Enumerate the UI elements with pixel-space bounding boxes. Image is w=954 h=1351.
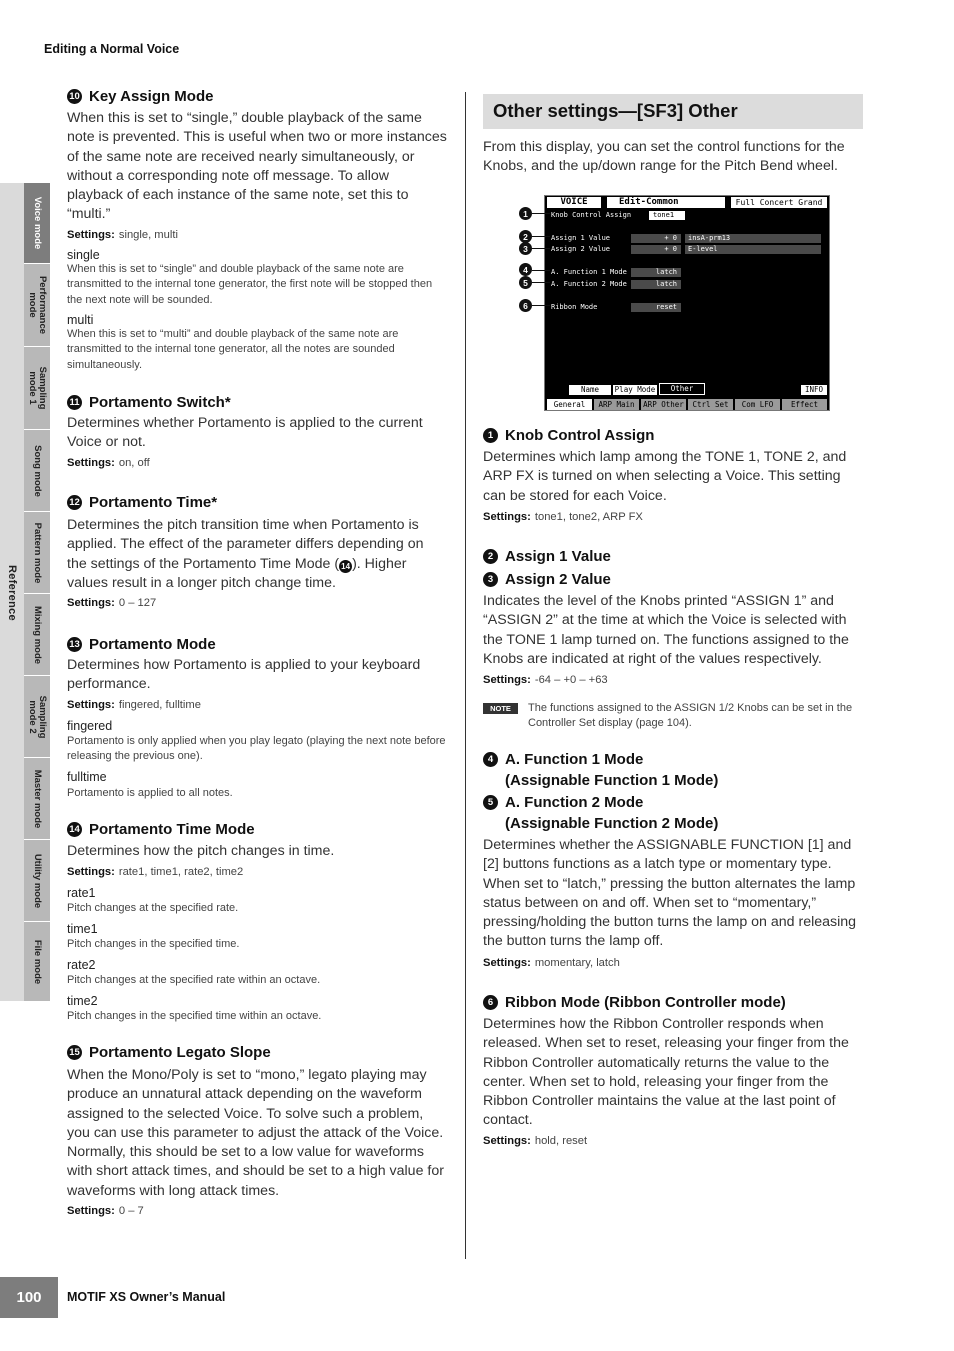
tab-song-mode[interactable] [24,430,50,512]
key-assign-heading [67,88,213,105]
portamento-legato-body: When the Mono/Poly is set to “mono,” legato playing may produce an unnatural attack depending on the waveform assigned to the selected Voice. To solve such a problem, you can use this parameter to adjust the attack of the Voice. Normally, this should be set to a low value for waveforms with short attack times, and should be set to a high value for waveforms with long attack times. [67,1067,444,1199]
tab-sampling-mode-2[interactable] [24,676,50,758]
tab-utility-mode[interactable] [24,840,50,922]
settings-value: on, off [118,457,150,469]
heading-text: Portamento Time Mode [89,821,255,838]
callout-line [532,248,550,249]
afunc2-heading-sub [505,815,718,832]
portamento-legato-settings [67,1205,144,1217]
option-rate2: rate2 [67,958,96,972]
settings-label: Settings: [483,511,531,523]
knob-control-settings [483,511,643,523]
settings-label: Settings: [483,957,531,969]
afunc2-heading [483,794,643,811]
lcd-row-label: Assign 1 Value [551,234,611,242]
number-badge: 1 [483,428,498,443]
heading-text: Key Assign Mode [89,88,214,105]
body-text: ). Higher values result in a longer pitch change time. [67,555,407,591]
lcd-row-label: A. Function 1 Mode [551,268,627,276]
settings-label: Settings: [67,699,115,711]
key-assign-settings [67,229,178,241]
portamento-time-heading [67,494,217,511]
lcd-mode: VOICE [547,197,601,208]
lcd-voice-name: Full Concert Grand [731,197,827,208]
tab-mixing-mode[interactable] [24,594,50,676]
option-fingered: fingered [67,719,113,733]
lcd-row-label: A. Function 2 Mode [551,280,627,288]
portamento-time-body [67,516,447,593]
portamento-legato-heading [67,1044,271,1061]
option-time2-desc: Pitch changes in the specified time within an octave. [67,1010,322,1022]
portamento-switch-settings [67,457,150,469]
lcd-tab-arp-main[interactable]: ARP Main [594,399,640,410]
heading-text: Portamento Legato Slope [89,1044,271,1061]
option-time2: time2 [67,994,98,1008]
tab-label: Sampling mode 1 [27,366,48,410]
option-single-desc: When this is set to “single” and double playback of the same note are transmitted to the internal tone generator, the first note will be stopped then the next note will be sounded. [67,263,433,306]
lcd-tab-name[interactable]: Name [569,385,612,395]
number-badge: 4 [483,752,498,767]
key-assign-body: When this is set to “single,” double playback of the same note is prevented. This is useful when two or more instances of the same note are received nearly simultaneously, or without a corresponding note off message. To allow playback of each instance of the same note, set this to “multi.” [67,110,447,223]
heading-text: Ribbon Mode (Ribbon Controller mode) [505,994,786,1011]
heading-text: (Assignable Function 2 Mode) [505,815,719,832]
tab-sampling-mode-1[interactable] [24,347,50,430]
option-multi: multi [67,313,94,327]
lcd-tab-info[interactable]: INFO [801,385,828,395]
assign2-heading [483,571,611,588]
lcd-assign1-func: insA-prm13 [685,234,821,243]
number-badge: 14 [67,822,82,837]
portamento-mode-body: Determines how Portamento is applied to your keyboard performance. [67,657,421,693]
settings-value: -64 – +0 – +63 [534,674,608,686]
section-title-bar [483,94,863,129]
settings-label: Settings: [67,229,115,241]
portamento-time-mode-settings [67,866,243,878]
portamento-time-mode-heading [67,821,255,838]
number-badge: 15 [67,1045,82,1060]
lcd-assign2-value[interactable]: + 0 [631,245,681,254]
tab-label: Performance mode [27,275,48,335]
option-fulltime: fulltime [67,770,107,784]
portamento-switch-heading [67,394,231,411]
assign-settings [483,674,608,686]
afunc-body: Determines whether the ASSIGNABLE FUNCTION [1] and [2] buttons functions as a latch type or momentary type. When set to “latch,” pressing the button alternates the lamp status between on and off. When set to “momentary,” pressing/holding the button turns the lamp on and releasing the button turns the lamp off. [483,837,857,950]
callout-5: 5 [519,276,532,289]
portamento-mode-heading [67,636,216,653]
knob-control-body: Determines which lamp among the TONE 1, TONE 2, and ARP FX is turned on when selecting a Voice. This setting can be stored for each Voice. [483,449,847,504]
settings-label: Settings: [67,866,115,878]
note-icon: NOTE [483,703,518,714]
lcd-tab-arp-other[interactable]: ARP Other [641,399,687,410]
callout-line [532,282,550,283]
tab-pattern-mode[interactable] [24,512,50,594]
tab-label: Pattern mode [32,522,43,583]
tab-label: Master mode [32,769,43,828]
assign-body: Indicates the level of the Knobs printed “ASSIGN 1” and “ASSIGN 2” at the time at which the Voice is selected with the TONE 1 lamp turned on. The functions assigned to the Knobs are indicated at right of the values respectively. [483,593,849,667]
portamento-time-mode-body: Determines how the pitch changes in time. [67,843,335,859]
callout-2: 2 [519,230,532,243]
settings-value: fingered, fulltime [118,699,201,711]
lcd-screen [544,195,830,411]
option-single: single [67,248,100,262]
settings-label: Settings: [483,674,531,686]
lcd-ribbon-value[interactable]: reset [631,303,681,312]
number-badge: 12 [67,495,82,510]
lcd-tab-general[interactable]: General [547,399,593,410]
running-head: Editing a Normal Voice [44,42,180,56]
side-tabs [0,183,50,1001]
reference-label: Reference [6,565,18,621]
heading-text: Knob Control Assign [505,427,655,444]
settings-label: Settings: [67,597,115,609]
callout-4: 4 [519,263,532,276]
portamento-switch-body: Determines whether Portamento is applied to the current Voice or not. [67,415,423,451]
tab-label: Mixing mode [32,605,43,664]
lcd-row-label: Knob Control Assign [551,211,632,219]
tab-voice-mode[interactable] [24,183,50,264]
callout-1: 1 [519,207,532,220]
settings-value: 0 – 127 [118,597,157,609]
section-title: Other settings—[SF3] Other [493,100,738,121]
lcd-afunc1-value[interactable]: latch [631,268,681,277]
assign-note: The functions assigned to the ASSIGN 1/2 Knobs can be set in the Controller Set display (page 104). [528,702,853,730]
lcd-afunc2-value[interactable]: latch [631,280,681,289]
heading-text: Assign 2 Value [505,571,611,588]
reference-badge: 14 [339,560,352,573]
lcd-tab-com-lfo[interactable]: Com LFO [735,399,781,410]
heading-text: Portamento Switch* [89,394,231,411]
callout-3: 3 [519,242,532,255]
knob-control-heading [483,427,654,444]
callout-line [532,236,550,237]
afunc1-heading [483,751,643,768]
option-rate2-desc: Pitch changes at the specified rate within an octave. [67,974,321,986]
number-badge: 3 [483,572,498,587]
settings-label: Settings: [67,457,115,469]
heading-text: (Assignable Function 1 Mode) [505,772,719,789]
lcd-tab-other[interactable]: Other [659,383,705,395]
lcd-edit-title: Edit-Common [607,197,725,208]
number-badge: 10 [67,89,82,104]
option-rate1-desc: Pitch changes at the specified rate. [67,902,239,914]
portamento-mode-settings [67,699,201,711]
number-badge: 6 [483,995,498,1010]
tab-label: Utility mode [32,853,43,908]
lcd-tab-effect[interactable]: Effect [782,399,828,410]
settings-label: Settings: [67,1205,115,1217]
heading-text: Portamento Mode [89,636,216,653]
option-rate1: rate1 [67,886,96,900]
settings-value: momentary, latch [534,957,620,969]
page-number: 100 [16,1289,42,1306]
afunc1-heading-sub [505,772,718,789]
settings-value: hold, reset [534,1135,588,1147]
lcd-knob-value[interactable]: tone1 [649,211,685,220]
settings-value: rate1, time1, rate2, time2 [118,866,244,878]
settings-value: single, multi [118,229,178,241]
callout-line [532,213,550,214]
tab-label: Song mode [32,444,43,497]
callout-line [532,270,550,271]
assign1-heading [483,548,611,565]
callout-line [532,305,550,306]
settings-label: Settings: [483,1135,531,1147]
heading-text: Portamento Time* [89,494,218,511]
heading-text: A. Function 2 Mode [505,794,644,811]
lcd-assign1-value[interactable]: + 0 [631,234,681,243]
column-divider [465,92,466,1259]
intro-text: From this display, you can set the control functions for the Knobs, and the up/down range for the Pitch Bend wheel. [483,139,845,175]
option-time1: time1 [67,922,98,936]
portamento-time-settings [67,597,156,609]
option-fingered-desc: Portamento is only applied when you play legato (playing the next note before releasing the previous one). [67,735,446,763]
option-multi-desc: When this is set to “multi” and double playback of the same note are transmitted to the internal tone generator, all the notes are sounded simultaneously. [67,328,399,371]
lcd-assign2-func: E-level [685,245,821,254]
page-number-box [0,1277,58,1318]
tab-label: Sampling mode 2 [27,695,48,738]
number-badge: 2 [483,549,498,564]
ribbon-settings [483,1135,587,1147]
tab-label: File mode [32,939,43,984]
heading-text: Assign 1 Value [505,548,611,565]
afunc-settings [483,957,620,969]
number-badge: 5 [483,795,498,810]
settings-value: tone1, tone2, ARP FX [534,511,643,523]
heading-text: A. Function 1 Mode [505,751,644,768]
tab-label: Voice mode [32,196,43,250]
lcd-row-label: Assign 2 Value [551,245,611,253]
callout-6: 6 [519,299,532,312]
ribbon-body: Determines how the Ribbon Controller responds when released. When set to reset, releasing your finger from the Ribbon Controller automatically returns the value to the center. When set to hold, releasing your finger from the Ribbon Controller maintains the value at the last point of contact. [483,1016,849,1129]
body-text: Determines the pitch transition time when Portamento is applied. The effect of the parameter differs depending on the settings of the Portamento Time Mode ( [67,517,424,572]
option-time1-desc: Pitch changes in the specified time. [67,938,240,950]
lcd-row-label: Ribbon Mode [551,303,598,311]
option-fulltime-desc: Portamento is applied to all notes. [67,787,233,799]
tab-performance-mode[interactable] [24,264,50,347]
lcd-tab-play-mode[interactable]: Play Mode [613,385,658,395]
number-badge: 11 [67,395,82,410]
settings-value: 0 – 7 [118,1205,144,1217]
ribbon-heading [483,994,786,1011]
tab-file-mode[interactable] [24,922,50,1002]
tab-master-mode[interactable] [24,758,50,840]
number-badge: 13 [67,637,82,652]
manual-title: MOTIF XS Owner’s Manual [67,1290,226,1304]
lcd-tab-ctrl-set[interactable]: Ctrl Set [688,399,734,410]
